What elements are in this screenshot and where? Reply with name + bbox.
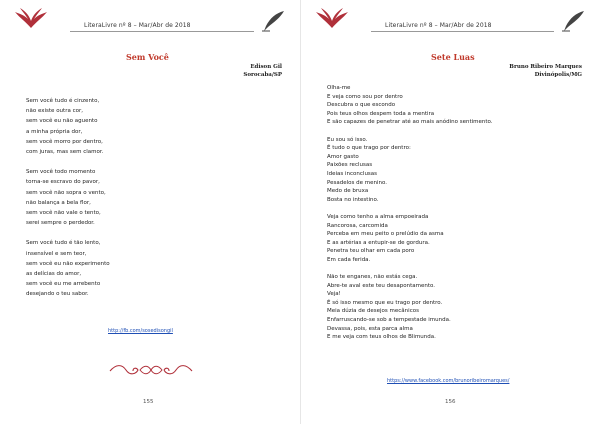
poem-author: [243, 63, 282, 79]
author-name: Bruno Ribeiro Marques: [509, 64, 582, 70]
poem-line: Descubra o que escondo: [327, 102, 396, 109]
poem-line: Sem você todo momento: [26, 169, 96, 176]
poem-line: Enfarruscando-se sob a tempestade imunda.: [327, 317, 451, 324]
header-rule: [70, 31, 254, 32]
header-rule: [371, 31, 554, 32]
poem-line: Medo de bruxa: [327, 188, 369, 195]
wings-logo-icon: [315, 8, 349, 32]
stanza: [26, 238, 110, 299]
stanza: [327, 273, 493, 342]
poem-line: as delícias do amor,: [26, 271, 82, 278]
poem-line: Penetra teu olhar em cada poro: [327, 248, 415, 255]
quill-pen-icon: [260, 10, 286, 32]
poem-title: Sem Você: [126, 52, 169, 62]
poem-line: não existe outra cor,: [26, 108, 83, 115]
poem-line: serei sempre o perdedor.: [26, 220, 95, 227]
wings-logo-icon: [14, 8, 48, 32]
poem-line: Meia dúzia de desejos mecânicos: [327, 308, 419, 315]
author-facebook-link[interactable]: https://www.facebook.com/brunoribeiromarques/: [387, 378, 510, 384]
poem-body: [26, 96, 110, 300]
poem-line: Sem você tudo é tão lento,: [26, 240, 101, 247]
stanza: [327, 213, 493, 265]
poem-line: É tudo o que trago por dentro:: [327, 145, 411, 152]
poem-line: Ideias inconclusas: [327, 170, 378, 177]
poem-line: Pois teus olhos despem toda a mentira: [327, 110, 435, 117]
poem-line: E são capazes de penetrar até ao mais anódino sentimento.: [327, 119, 493, 126]
poem-line: insensível e sem teor,: [26, 250, 87, 257]
poem-line: com juras, mas sem clamor.: [26, 149, 104, 156]
poem-line: sem você não sopra o vento,: [26, 189, 106, 196]
poem-line: Veja como tenho a alma empoeirada: [327, 213, 429, 220]
author-location: Divinópolis/MG: [534, 72, 582, 78]
poem-line: sem você eu me arrebento: [26, 281, 101, 288]
poem-title: Sete Luas: [431, 52, 475, 62]
poem-body: [327, 84, 493, 342]
poem-line: Eu sou só isso.: [327, 136, 368, 143]
stanza: [26, 96, 110, 157]
poem-line: Paixões reclusas: [327, 162, 373, 169]
poem-line: Rancorosa, carcomida: [327, 222, 388, 229]
poem-line: a minha própria dor,: [26, 128, 83, 135]
header-text: LiteraLivre nº 8 – Mar/Abr de 2018: [385, 22, 492, 29]
poem-line: Em cada ferida.: [327, 256, 371, 263]
page-number: 156: [445, 399, 456, 405]
page-header: [12, 8, 288, 36]
flourish-ornament-icon: [106, 362, 196, 378]
poem-line: Abre-te aval este teu desapontamento.: [327, 282, 436, 289]
poem-line: sem você morro por dentro,: [26, 138, 103, 145]
page-right: [300, 0, 600, 424]
poem-line: não balança a bela flor,: [26, 199, 91, 206]
poem-line: Veja!: [327, 291, 341, 298]
poem-line: torna-se escravo do pavor,: [26, 179, 100, 186]
stanza: [327, 84, 493, 127]
poem-line: E veja como sou por dentro: [327, 93, 403, 100]
poem-author: [509, 63, 582, 79]
poem-line: E as artérias a entupir-se de gordura.: [327, 239, 430, 246]
author-facebook-link[interactable]: http://fb.com/sosedisongil: [108, 328, 173, 334]
stanza: [26, 167, 110, 228]
poem-line: Bosta no intestino.: [327, 196, 379, 203]
poem-line: sem você não vale o tento,: [26, 210, 101, 217]
poem-line: Sem você tudo é cinzento,: [26, 98, 100, 104]
page-header: [313, 8, 588, 36]
poem-line: sem você eu não experimento: [26, 260, 110, 267]
poem-line: Pesadelos de menino.: [327, 179, 388, 186]
author-location: Sorocaba/SP: [243, 72, 282, 78]
poem-line: sem você eu não aguento: [26, 118, 98, 125]
poem-line: Devassa, pois, esta parca alma: [327, 325, 413, 332]
stanza: [327, 136, 493, 205]
poem-line: Amor gasto: [327, 153, 359, 160]
poem-line: Olha-me: [327, 85, 351, 91]
poem-line: É só isso mesmo que eu trago por dentro.: [327, 299, 443, 306]
poem-line: E me veja com teus olhos de Blimunda.: [327, 334, 436, 341]
quill-pen-icon: [560, 10, 586, 32]
author-name: Edison Gil: [250, 64, 282, 70]
poem-line: Perceba em meu peito o prelúdio da asma: [327, 231, 444, 238]
page-number: 155: [143, 399, 154, 405]
poem-line: Não te enganes, não estás cega.: [327, 274, 418, 281]
header-text: LiteraLivre nº 8 – Mar/Abr de 2018: [84, 22, 191, 29]
poem-line: desejando o teu sabor.: [26, 291, 89, 298]
